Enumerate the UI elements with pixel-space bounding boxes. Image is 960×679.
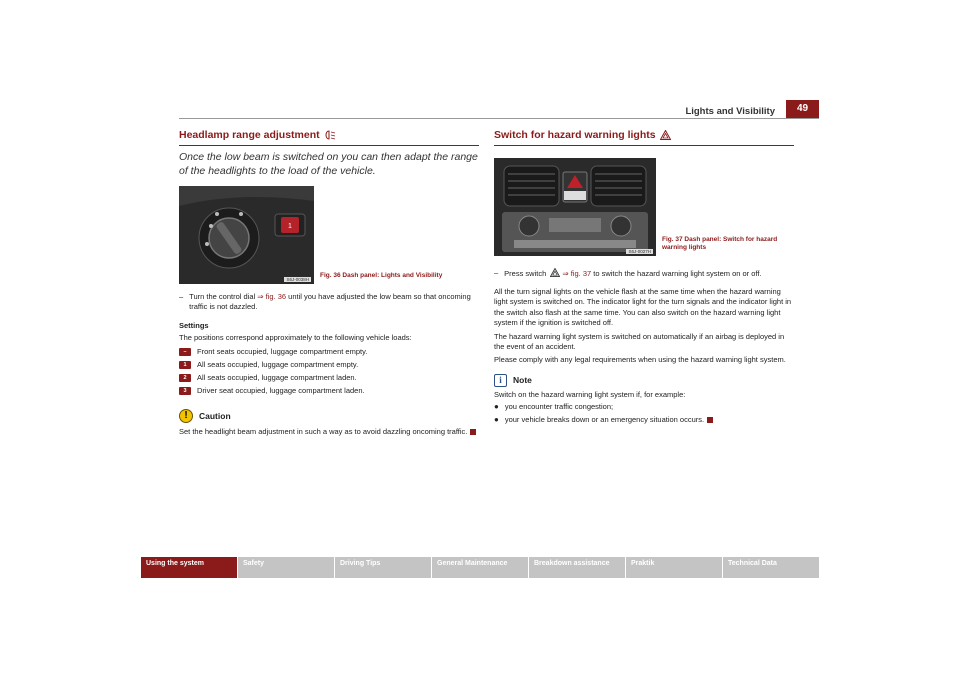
list-item [179,358,479,371]
positions-list [179,345,479,397]
figure-36 [179,186,479,284]
bullet-text [505,413,713,426]
light-switch-image [179,186,314,284]
tab-general-maintenance[interactable]: General Maintenance [432,557,528,578]
position-badge: 2 [179,374,191,382]
settings-intro: The positions correspond approximately to the following vehicle loads: [179,333,412,342]
headlamp-range-icon [324,130,336,140]
caution-icon: ! [179,409,193,423]
note-heading: Note [513,375,532,386]
step-text-post: until you have adjusted the low beam so that oncoming traffic is not dazzled. [189,292,471,311]
hazard-section-title [494,128,794,146]
headlamp-title-text: Headlamp range adjustment [179,129,320,141]
hazard-switch-illustration [494,158,656,256]
hazard-triangle-icon [660,130,671,140]
fig-36-link[interactable]: ⇒ fig. 36 [257,292,287,301]
position-badge: 3 [179,387,191,395]
position-text: Front seats occupied, luggage compartment empty. [197,347,368,357]
info-icon: i [494,374,507,387]
list-item [179,345,479,358]
position-text: All seats occupied, luggage compartment laden. [197,373,357,383]
page-header [0,0,960,130]
bullet-icon: ● [494,415,499,425]
step-text-pre: Press switch [504,269,549,278]
hazard-paragraph: All the turn signal lights on the vehicle flash at the same time when the hazard warning light system is switched on. The indicator light for the turn signals and the indicator light in the switch also flash at the same time. You can also switch on the hazard warning light system if the ignition is switched off. [494,287,792,328]
position-badge: – [179,348,191,356]
right-column [494,128,794,426]
hazard-switch-image [494,158,656,256]
chapter-title: Lights and Visibility [685,106,775,117]
settings-heading: Settings [179,321,209,330]
bullet-icon: ● [494,402,499,412]
hazard-step [494,268,794,279]
step-text [189,292,479,312]
figure-36-code: S6J-0038H [286,277,309,282]
hazard-title-text: Switch for hazard warning lights [494,129,656,141]
bullet-text-content: your vehicle breaks down or an emergency situation occurs. [504,415,705,425]
list-item [494,400,794,413]
list-item [179,384,479,397]
caution-text: Set the headlight beam adjustment in such a way as to avoid dazzling oncoming traffic. [179,427,468,437]
figure-37-caption: Fig. 37 Dash panel: Switch for hazard warning lights [662,236,778,251]
caution-heading-row [179,409,479,423]
note-heading-row [494,374,794,387]
step-text-post: to switch the hazard warning light system on or off. [591,269,762,278]
hazard-paragraph: Please comply with any legal requirements when using the hazard warning light system. [494,355,786,365]
headlamp-step [179,292,479,312]
hazard-triangle-icon [550,268,560,277]
headlamp-section-title [179,128,479,146]
bullet-text: you encounter traffic congestion; [504,402,614,412]
headlamp-intro: Once the low beam is switched on you can then adapt the range of the headlights to the load of the vehicle. [179,151,478,177]
figure-37 [494,158,794,256]
page-number: 49 [786,100,819,118]
tab-driving-tips[interactable]: Driving Tips [335,557,431,578]
figure-36-caption: Fig. 36 Dash panel: Lights and Visibility [320,272,443,279]
svg-text:1: 1 [288,223,292,230]
tab-praktik[interactable]: Praktik [626,557,722,578]
step-text [504,268,794,279]
tab-safety[interactable]: Safety [238,557,334,578]
section-end-icon [470,429,476,435]
tab-using-the-system[interactable]: Using the system [141,557,237,578]
position-text: Driver seat occupied, luggage compartment laden. [197,386,365,396]
tab-technical-data[interactable]: Technical Data [723,557,819,578]
left-column [179,128,479,438]
list-item [179,371,479,384]
position-badge: 1 [179,361,191,369]
light-switch-illustration [179,186,314,284]
caution-body [179,427,479,437]
position-text: All seats occupied, luggage compartment empty. [197,360,359,370]
header-divider [179,118,819,119]
note-intro: Switch on the hazard warning light system if, for example: [494,389,686,399]
caution-heading: Caution [199,411,231,422]
chapter-nav [141,557,819,578]
fig-37-link[interactable]: ⇒ fig. 37 [562,269,592,278]
section-end-icon [707,417,713,423]
step-dash: – [494,268,499,277]
hazard-paragraph: The hazard warning light system is switched on automatically if an airbag is deployed in the event of an accident. [494,331,785,352]
step-text-pre: Turn the control dial [189,292,258,301]
step-dash: – [179,292,184,301]
figure-37-code: S6J-0027H [628,249,651,254]
tab-breakdown-assistance[interactable]: Breakdown assistance [529,557,625,578]
list-item [494,413,794,426]
